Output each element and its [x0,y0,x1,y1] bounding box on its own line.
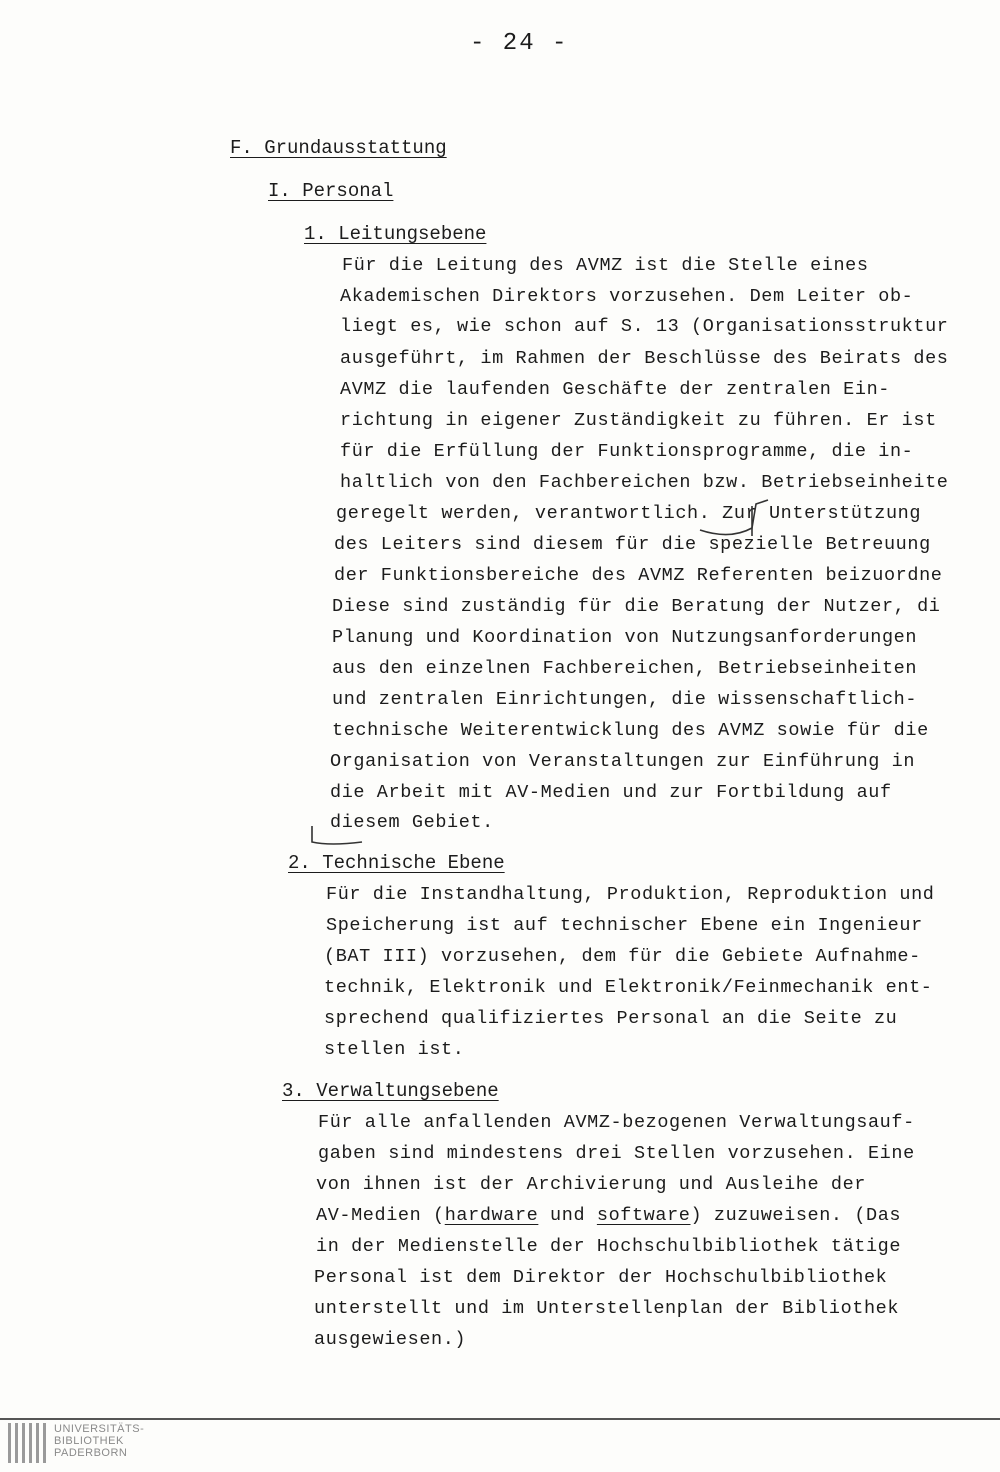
subheading-leitungsebene: 1. Leitungsebene [304,223,487,245]
underlined-term-hardware: hardware [444,1205,539,1226]
text-line: von ihnen ist der Archivierung und Ausleihe der [316,1174,866,1195]
text-line: Diese sind zuständig für die Beratung der Nutzer, di [332,596,941,617]
logo-text [54,1423,144,1459]
text-line: Organisation von Veranstaltungen zur Einführung in [330,751,916,772]
text-line: stellen ist. [324,1039,465,1060]
text-fragment: und [538,1205,597,1226]
text-line: Für die Instandhaltung, Produktion, Reproduktion und [326,884,935,905]
text-line: die Arbeit mit AV-Medien und zur Fortbildung auf [330,782,892,803]
text-line: technik, Elektronik und Elektronik/Feinmechanik ent- [324,977,933,998]
underlined-term-software: software [596,1205,691,1226]
text-line: ausgeführt, im Rahmen der Beschlüsse des Beirats des [340,348,949,369]
subheading-technische-ebene: 2. Technische Ebene [288,852,505,874]
text-line: unterstellt und im Unterstellenplan der Bibliothek [314,1298,900,1319]
text-line: (BAT III) vorzusehen, dem für die Gebiete Aufnahme- [324,946,921,967]
text-line: für die Erfüllung der Funktionsprogramme, die in- [340,441,914,462]
text-line: richtung in eigener Zuständigkeit zu führen. Er ist [340,410,937,431]
text-line [316,1205,901,1226]
text-fragment: AV-Medien ( [316,1205,445,1226]
library-logo [2,1423,162,1469]
text-line: und zentralen Einrichtungen, die wissenschaftlich- [332,689,918,710]
text-line: Personal ist dem Direktor der Hochschulbibliothek [314,1267,888,1288]
text-line: Planung und Koordination von Nutzungsanforderungen [332,627,918,648]
logo-line: UNIVERSITÄTS- [54,1423,145,1435]
text-line: technische Weiterentwicklung des AVMZ sowie für die [332,720,929,741]
text-line: der Funktionsbereiche des AVMZ Referenten beizuordne [334,565,943,586]
text-line: gaben sind mindestens drei Stellen vorzusehen. Eine [318,1143,915,1164]
logo-line: BIBLIOTHEK [54,1435,124,1447]
text-line: Speicherung ist auf technischer Ebene ein Ingenieur [326,915,923,936]
text-line: ausgewiesen.) [314,1329,467,1350]
text-line: des Leiters sind diesem für die spezielle Betreuung [334,534,931,555]
text-fragment: ) zuzuweisen. (Das [690,1205,902,1226]
footer-rule [0,1418,1000,1420]
text-line: Akademischen Direktors vorzusehen. Dem Leiter ob- [340,286,914,307]
section-heading-personal: I. Personal [268,180,394,202]
text-line: Für alle anfallenden AVMZ-bezogenen Verwaltungsauf- [318,1112,915,1133]
text-line: aus den einzelnen Fachbereichen, Betriebseinheiten [332,658,918,679]
text-line: diesem Gebiet. [330,812,494,833]
section-heading-f: F. Grundausstattung [230,137,447,159]
text-line: geregelt werden, verantwortlich. Zur Unterstützung [336,503,922,524]
page-number: - 24 - [470,30,569,57]
text-line: AVMZ die laufenden Geschäfte der zentralen Ein- [340,379,890,400]
text-line: liegt es, wie schon auf S. 13 (Organisationsstruktur [340,316,949,337]
text-line: in der Medienstelle der Hochschulbibliothek tätige [316,1236,902,1257]
text-line: haltlich von den Fachbereichen bzw. Betriebseinheite [340,472,949,493]
subheading-verwaltungsebene: 3. Verwaltungsebene [282,1080,499,1102]
text-line: sprechend qualifiziertes Personal an die Seite zu [324,1008,898,1029]
logo-line: PADERBORN [54,1447,128,1459]
text-line: Für die Leitung des AVMZ ist die Stelle eines [342,255,869,276]
